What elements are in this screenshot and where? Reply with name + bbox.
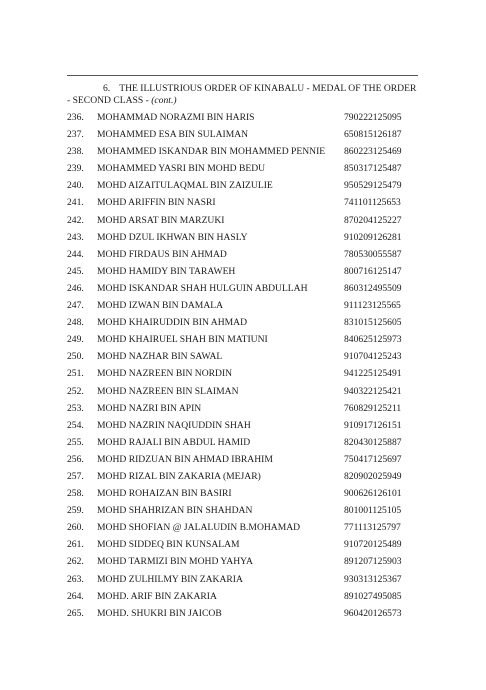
list-item bbox=[67, 386, 427, 403]
entry-number: 254. bbox=[67, 419, 84, 431]
entry-number: 250. bbox=[67, 351, 84, 363]
recipient-name: MOHD KHAIRUEL SHAH BIN MATIUNI bbox=[97, 334, 268, 346]
entry-number: 252. bbox=[67, 385, 84, 397]
entry-number: 248. bbox=[67, 317, 84, 329]
entry-number: 253. bbox=[67, 402, 84, 414]
entry-number: 257. bbox=[67, 470, 84, 482]
ic-number: 790222125095 bbox=[344, 112, 402, 123]
list-item bbox=[67, 197, 427, 214]
list-item bbox=[67, 505, 427, 522]
recipient-name: MOHD NAZREEN BIN NORDIN bbox=[97, 368, 233, 380]
list-item bbox=[67, 300, 427, 317]
list-item bbox=[67, 403, 427, 420]
ic-number: 891027495085 bbox=[344, 590, 402, 602]
list-item bbox=[67, 163, 427, 180]
recipient-name: MOHD NAZRI BIN APIN bbox=[97, 402, 202, 414]
ic-number: 760829125211 bbox=[344, 402, 402, 414]
entry-number: 243. bbox=[67, 231, 84, 243]
list-item bbox=[67, 368, 427, 385]
ic-number: 780530055587 bbox=[344, 248, 402, 260]
entry-number: 264. bbox=[67, 590, 84, 602]
recipient-name: MOHD ROHAIZAN BIN BASIRI bbox=[97, 488, 232, 500]
recipient-name: MOHD. ARIF BIN ZAKARIA bbox=[97, 590, 217, 602]
entry-number: 247. bbox=[67, 300, 84, 312]
list-item bbox=[67, 608, 427, 625]
entry-number: 245. bbox=[67, 265, 84, 277]
section-heading bbox=[67, 83, 420, 107]
entry-number: 265. bbox=[67, 607, 84, 619]
recipient-name: MOHD NAZHAR BIN SAWAL bbox=[97, 351, 223, 363]
recipient-name: MOHD KHAIRUDDIN BIN AHMAD bbox=[97, 317, 248, 329]
ic-number: 750417125697 bbox=[344, 453, 402, 465]
ic-number: 840625125973 bbox=[344, 334, 402, 346]
list-item bbox=[67, 266, 427, 283]
ic-number: 860312495509 bbox=[344, 282, 402, 294]
ic-number: 820430125887 bbox=[344, 436, 402, 448]
ic-number: 741101125653 bbox=[344, 197, 401, 209]
list-item bbox=[67, 488, 427, 505]
recipient-name: MOHD SIDDEQ BIN KUNSALAM bbox=[97, 539, 240, 551]
entry-number: 263. bbox=[67, 573, 84, 585]
recipient-name: MOHD FIRDAUS BIN AHMAD bbox=[97, 248, 227, 260]
ic-number: 910704125243 bbox=[344, 351, 402, 363]
ic-number: 800716125147 bbox=[344, 265, 402, 277]
ic-number: 860223125469 bbox=[344, 146, 402, 158]
entry-number: 259. bbox=[67, 505, 84, 517]
recipient-name: MOHD. SHUKRI BIN JAICOB bbox=[97, 607, 222, 619]
recipient-name: MOHD TARMIZI BIN MOHD YAHYA bbox=[97, 556, 253, 568]
ic-number: 910209126281 bbox=[344, 231, 402, 243]
recipient-name: MOHD ZULHILMY BIN ZAKARIA bbox=[97, 573, 243, 585]
ic-number: 900626126101 bbox=[344, 488, 402, 500]
list-item bbox=[67, 522, 427, 539]
list-item bbox=[67, 556, 427, 573]
entry-number: 249. bbox=[67, 334, 84, 346]
list-item bbox=[67, 574, 427, 591]
entry-number: 260. bbox=[67, 522, 84, 534]
recipient-name: MOHAMMED ISKANDAR BIN MOHAMMED PENNIE bbox=[97, 146, 326, 158]
list-item bbox=[67, 334, 427, 351]
section-cont-marker: (cont.) bbox=[151, 95, 177, 106]
recipient-name: MOHD NAZREEN BIN SLAIMAN bbox=[97, 385, 239, 397]
list-item bbox=[67, 249, 427, 266]
recipient-name: MOHD ARSAT BIN MARZUKI bbox=[97, 214, 225, 226]
list-item bbox=[67, 215, 427, 232]
list-item bbox=[67, 146, 427, 163]
ic-number: 960420126573 bbox=[344, 607, 402, 619]
entry-number: 262. bbox=[67, 556, 84, 568]
recipient-name: MOHD ISKANDAR SHAH HULGUIN ABDULLAH bbox=[97, 282, 308, 294]
recipient-name: MOHD NAZRIN NAQIUDDIN SHAH bbox=[97, 419, 251, 431]
recipient-list bbox=[67, 112, 427, 625]
recipient-name: MOHD SHOFIAN @ JALALUDIN B.MOHAMAD bbox=[97, 522, 301, 534]
entry-number: 261. bbox=[67, 539, 84, 551]
recipient-name: MOHD RIDZUAN BIN AHMAD IBRAHIM bbox=[97, 453, 273, 465]
recipient-name: MOHD DZUL IKHWAN BIN HASLY bbox=[97, 231, 248, 243]
header-rule bbox=[67, 75, 418, 76]
ic-number: 940322125421 bbox=[344, 385, 402, 397]
entry-number: 239. bbox=[67, 163, 84, 175]
section-number: 6. bbox=[103, 83, 111, 94]
entry-number: 258. bbox=[67, 488, 84, 500]
entry-number: 238. bbox=[67, 146, 84, 158]
entry-number: 236. bbox=[67, 112, 84, 123]
list-item bbox=[67, 420, 427, 437]
recipient-name: MOHD AIZAITULAQMAL BIN ZAIZULIE bbox=[97, 180, 273, 192]
ic-number: 771113125797 bbox=[344, 522, 401, 534]
recipient-name: MOHD IZWAN BIN DAMALA bbox=[97, 300, 224, 312]
list-item bbox=[67, 539, 427, 556]
ic-number: 850317125487 bbox=[344, 163, 402, 175]
ic-number: 650815126187 bbox=[344, 129, 402, 141]
ic-number: 831015125605 bbox=[344, 317, 402, 329]
ic-number: 910917126151 bbox=[344, 419, 402, 431]
entry-number: 241. bbox=[67, 197, 84, 209]
list-item bbox=[67, 232, 427, 249]
recipient-name: MOHD SHAHRIZAN BIN SHAHDAN bbox=[97, 505, 253, 517]
recipient-name: MOHD RIZAL BIN ZAKARIA (MEJAR) bbox=[97, 470, 261, 482]
recipient-name: MOHD HAMIDY BIN TARAWEH bbox=[97, 265, 236, 277]
entry-number: 237. bbox=[67, 129, 84, 141]
ic-number: 911123125565 bbox=[344, 300, 401, 312]
list-item bbox=[67, 471, 427, 488]
list-item bbox=[67, 317, 427, 334]
list-item bbox=[67, 129, 427, 146]
list-item bbox=[67, 283, 427, 300]
ic-number: 891207125903 bbox=[344, 556, 402, 568]
ic-number: 820902025949 bbox=[344, 470, 402, 482]
entry-number: 242. bbox=[67, 214, 84, 226]
list-item bbox=[67, 180, 427, 197]
entry-number: 251. bbox=[67, 368, 84, 380]
recipient-name: MOHAMMED YASRI BIN MOHD BEDU bbox=[97, 163, 266, 175]
ic-number: 930313125367 bbox=[344, 573, 402, 585]
list-item bbox=[67, 591, 427, 608]
list-item bbox=[67, 351, 427, 368]
recipient-name: MOHD ARIFFIN BIN NASRI bbox=[97, 197, 216, 209]
entry-number: 244. bbox=[67, 248, 84, 260]
recipient-name: MOHAMMAD NORAZMI BIN HARIS bbox=[97, 112, 255, 123]
ic-number: 910720125489 bbox=[344, 539, 402, 551]
list-item bbox=[67, 112, 427, 129]
list-item bbox=[67, 454, 427, 471]
ic-number: 950529125479 bbox=[344, 180, 402, 192]
entry-number: 246. bbox=[67, 282, 84, 294]
list-item bbox=[67, 437, 427, 454]
recipient-name: MOHD RAJALI BIN ABDUL HAMID bbox=[97, 436, 251, 448]
entry-number: 255. bbox=[67, 436, 84, 448]
entry-number: 256. bbox=[67, 453, 84, 465]
recipient-name: MOHAMMED ESA BIN SULAIMAN bbox=[97, 129, 249, 141]
entry-number: 240. bbox=[67, 180, 84, 192]
section-title: THE ILLUSTRIOUS ORDER OF KINABALU - MEDAL OF THE ORDER - SECOND CLASS - bbox=[67, 83, 417, 106]
ic-number: 801001125105 bbox=[344, 505, 402, 517]
ic-number: 870204125227 bbox=[344, 214, 402, 226]
ic-number: 941225125491 bbox=[344, 368, 402, 380]
